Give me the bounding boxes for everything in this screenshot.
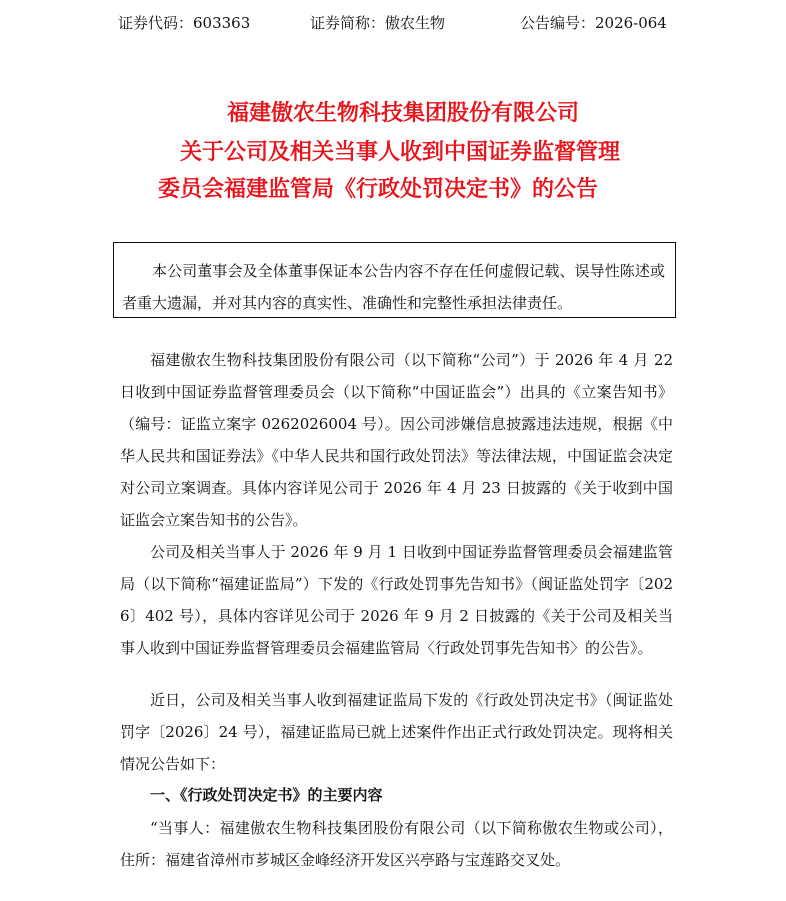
board-guarantee-notice [113, 242, 676, 318]
paragraph-text: 福建傲农生物科技集团股份有限公司（以下简称“公司”）于 2026 年 4 月 22 日收到中国证券监督管理委员会（以下简称“中国证监会”）出具的《立案告知书》（编号：证监立案字 0262026004 号）。因公司涉嫌信息披露违法违规，根据《中华人民共和国证券法》《中华人民共和国行政处罚法》等法律法规，中国证监会决定对公司立案调查。具体内容详见公司于 2026 年 4 月 23 日披露的《关于收到中国证监会立案告知书的公告》。 [120, 351, 673, 529]
paragraph-text: “当事人：福建傲农生物科技集团股份有限公司（以下简称傲农生物或公司），住所：福建省漳州市芗城区金峰经济开发区兴亭路与宝莲路交叉处。 [120, 819, 673, 869]
paragraph-text: 近日，公司及相关当事人收到福建证监局下发的《行政处罚决定书》（闽证监处罚字〔2026〕24 号），福建证监局已就上述案件作出正式行政处罚决定。现将相关情况公告如下： [120, 691, 673, 773]
section-heading-1: 一、《行政处罚决定书》的主要内容 [150, 786, 383, 804]
stock-code: 证券代码：603363 [118, 14, 251, 32]
notice-text: 本公司董事会及全体董事保证本公告内容不存在任何虚假记载、误导性陈述或者重大遗漏，并对其内容的真实性、准确性和完整性承担法律责任。 [122, 262, 665, 312]
title-line-3: 委员会福建监管局《行政处罚决定书》的公告 [158, 177, 599, 202]
paragraph-decision-received [120, 684, 673, 780]
document-header [0, 10, 786, 36]
stock-abbreviation: 证券简称：傲农生物 [310, 14, 446, 32]
paragraph-case-filing [120, 344, 673, 536]
paragraph-party-info [120, 812, 673, 876]
title-line-1: 福建傲农生物科技集团股份有限公司 [227, 101, 580, 126]
title-line-2: 关于公司及相关当事人收到中国证券监督管理 [180, 140, 621, 165]
paragraph-prior-notice [120, 536, 673, 664]
announcement-number: 公告编号：2026-064 [520, 14, 667, 32]
paragraph-text: 公司及相关当事人于 2026 年 9 月 1 日收到中国证券监督管理委员会福建监管局（以下简称“福建证监局”）下发的《行政处罚事先告知书》（闽证监处罚字〔2026〕402 号），具体内容详见公司于 2026 年 9 月 2 日披露的《关于公司及相关当事人收到中国证券监督管理委员会福建监管局〈行政处罚事先告知书〉的公告》。 [120, 543, 673, 657]
